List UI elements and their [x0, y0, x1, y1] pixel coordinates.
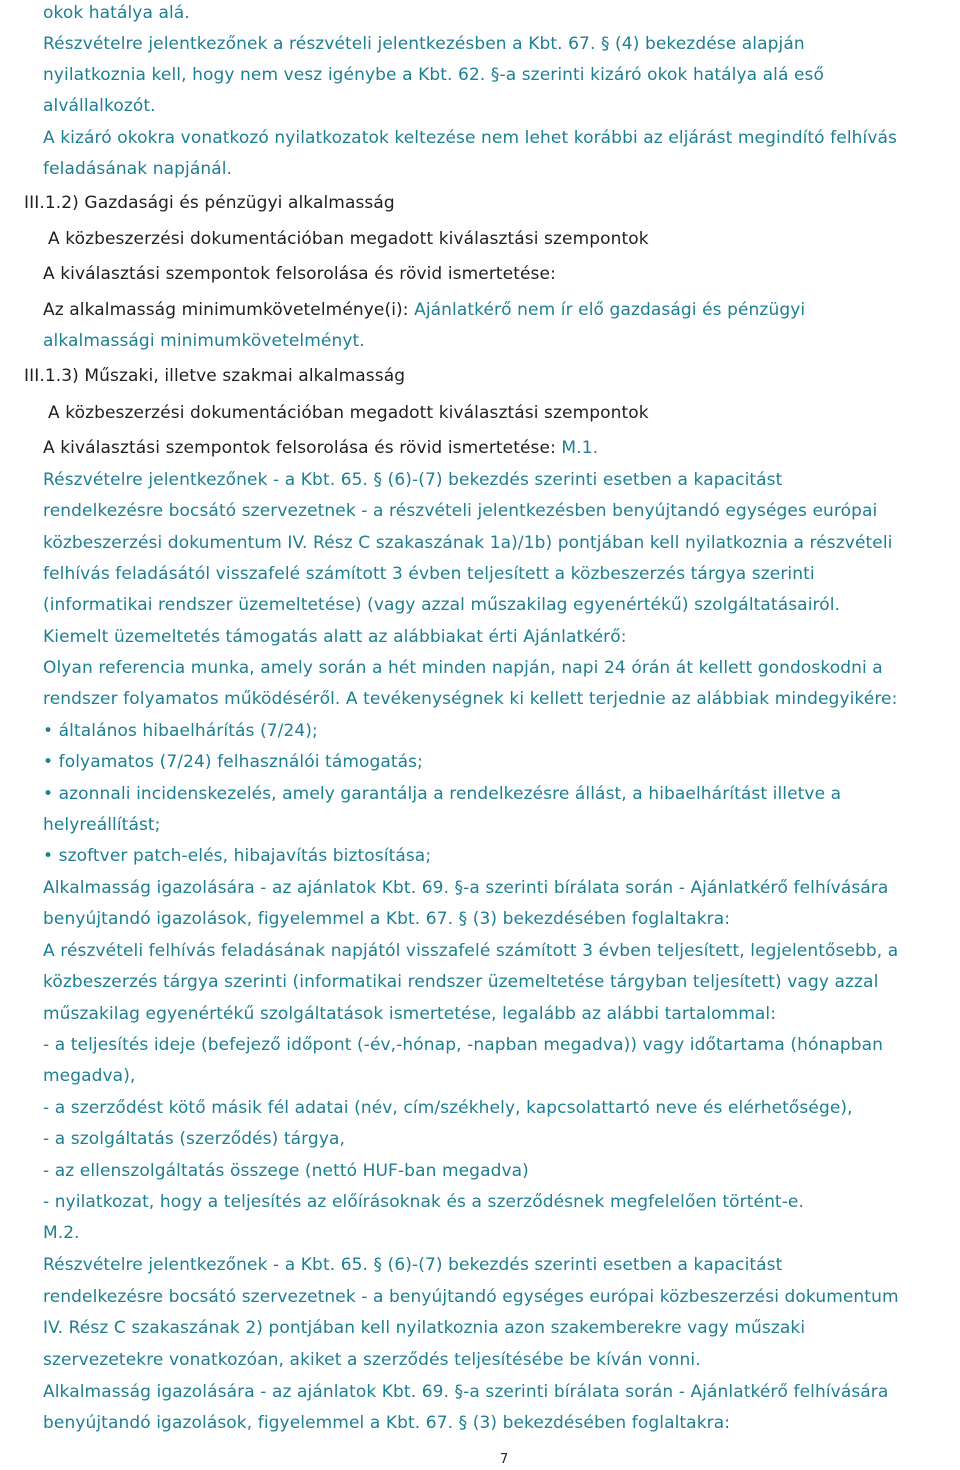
text-line-l05: [43, 128, 897, 148]
text-line-l09: [43, 264, 556, 284]
text-line-l21: [43, 658, 883, 678]
text-line-l28: [43, 878, 888, 898]
text-line-l44: [43, 1382, 888, 1402]
text-span: - a szerződést kötő másik fél adatai (név, cím/székhely, kapcsolattartó neve és elérhetősége),: [43, 1098, 853, 1118]
page-number: 7: [500, 1452, 509, 1467]
text-line-l41: [43, 1287, 899, 1307]
text-span: felhívás feladásától visszafelé számított 3 évben teljesített a közbeszerzés tárgya szerinti: [43, 564, 815, 584]
text-line-l16: [43, 501, 877, 521]
text-span: Alkalmasság igazolására - az ajánlatok Kbt. 69. §-a szerinti bírálata során - Ajánlatkérő felhívására: [43, 878, 889, 898]
text-span: Kiemelt üzemeltetés támogatás alatt az alábbiakat érti Ajánlatkérő:: [43, 627, 627, 647]
text-line-l45: [43, 1413, 730, 1433]
text-span: A közbeszerzési dokumentációban megadott kiválasztási szempontok: [48, 403, 649, 423]
text-span: Részvételre jelentkezőnek - a Kbt. 65. § (6)-(7) bekezdés szerinti esetben a kapacitást: [43, 1255, 783, 1275]
text-line-l35: [43, 1098, 853, 1118]
text-span: A közbeszerzési dokumentációban megadott kiválasztási szempontok: [48, 229, 649, 249]
text-line-l10: [43, 300, 805, 320]
text-span: rendelkezésre bocsátó szervezetnek - a részvételi jelentkezésben benyújtandó egységes európai: [43, 501, 878, 521]
text-span: Ajánlatkérő nem ír elő gazdasági és pénzügyi: [414, 300, 806, 320]
text-span: Az alkalmasság minimumkövetelménye(i):: [43, 300, 415, 320]
text-line-l20: [43, 627, 627, 647]
text-line-l07: [24, 193, 395, 213]
text-span: III.1.2) Gazdasági és pénzügyi alkalmasság: [24, 193, 395, 213]
text-line-l30: [43, 941, 898, 961]
text-line-l38: [43, 1192, 804, 1212]
text-span: Olyan referencia munka, amely során a hét minden napján, napi 24 órán át kellett gondoskodni a: [43, 658, 883, 678]
text-line-l27: [43, 846, 431, 866]
text-line-l31: [43, 972, 878, 992]
text-span: rendszer folyamatos működéséről. A tevékenységnek ki kellett terjednie az alábbiak mindegyikére:: [43, 689, 898, 709]
text-span: feladásának napjánál.: [43, 159, 233, 179]
text-span: rendelkezésre bocsátó szervezetnek - a benyújtandó egységes európai közbeszerzési dokumentum: [43, 1287, 899, 1307]
text-line-l40: [43, 1255, 782, 1275]
text-span: Alkalmasság igazolására - az ajánlatok Kbt. 69. §-a szerinti bírálata során - Ajánlatkérő felhívására: [43, 1382, 889, 1402]
text-span: benyújtandó igazolások, figyelemmel a Kbt. 67. § (3) bekezdésében foglaltakra:: [43, 1413, 731, 1433]
text-line-l42: [43, 1318, 805, 1338]
text-span: helyreállítást;: [43, 815, 161, 835]
text-line-l24: [43, 752, 423, 772]
text-line-l36: [43, 1129, 345, 1149]
text-span: nyilatkoznia kell, hogy nem vesz igénybe a Kbt. 62. §-a szerinti kizáró okok hatálya alá eső: [43, 65, 825, 85]
text-line-l23: [43, 721, 318, 741]
text-line-l15: [43, 470, 782, 490]
text-line-l22: [43, 689, 897, 709]
text-span: A kizáró okokra vonatkozó nyilatkozatok keltezése nem lehet korábbi az eljárást megindító felhívás: [43, 128, 897, 148]
text-span: közbeszerzési dokumentum IV. Rész C szakaszának 1a)/1b) pontjában kell nyilatkoznia a részvételi: [43, 533, 893, 553]
text-span: A részvételi felhívás feladásának napjától visszafelé számított 3 évben teljesített, legjelentősebb, a: [43, 941, 899, 961]
text-span: M.1.: [561, 438, 599, 458]
text-span: • általános hibaelhárítás (7/24);: [43, 721, 318, 741]
text-line-l29: [43, 909, 730, 929]
text-line-l34: [43, 1066, 135, 1086]
text-span: alkalmassági minimumkövetelményt.: [43, 331, 365, 351]
text-line-l13: [48, 403, 649, 423]
text-span: • azonnali incidenskezelés, amely garantálja a rendelkezésre állást, a hibaelhárítást illetve a: [43, 784, 842, 804]
text-line-l12: [24, 366, 405, 386]
text-line-l33: [43, 1035, 883, 1055]
text-span: - az ellenszolgáltatás összege (nettó HUF-ban megadva): [43, 1161, 529, 1181]
text-line-l01: [43, 3, 190, 23]
text-line-l17: [43, 533, 892, 553]
text-line-l14: [43, 438, 598, 458]
text-line-l43: [43, 1350, 701, 1370]
text-line-l26: [43, 815, 161, 835]
text-line-l39: [43, 1223, 80, 1243]
text-span: alvállalkozót.: [43, 96, 156, 116]
text-span: okok hatálya alá.: [43, 3, 190, 23]
text-span: III.1.3) Műszaki, illetve szakmai alkalmasság: [24, 366, 406, 386]
text-span: A kiválasztási szempontok felsorolása és rövid ismertetése:: [43, 438, 562, 458]
text-span: közbeszerzés tárgya szerinti (informatikai rendszer üzemeltetése tárgyban teljesített) vagy azzal: [43, 972, 879, 992]
text-line-l19: [43, 595, 840, 615]
text-line-l11: [43, 331, 365, 351]
text-span: műszakilag egyenértékű szolgáltatások ismertetése, legalább az alábbi tartalommal:: [43, 1004, 777, 1024]
text-line-l32: [43, 1004, 776, 1024]
text-span: (informatikai rendszer üzemeltetése) (vagy azzal műszakilag egyenértékű) szolgáltatásairól.: [43, 595, 841, 615]
text-line-l04: [43, 96, 156, 116]
text-span: Részvételre jelentkezőnek - a Kbt. 65. § (6)-(7) bekezdés szerinti esetben a kapacitást: [43, 470, 783, 490]
text-span: M.2.: [43, 1223, 80, 1243]
text-line-l08: [48, 229, 649, 249]
text-line-l06: [43, 159, 232, 179]
text-span: • szoftver patch-elés, hibajavítás biztosítása;: [43, 846, 432, 866]
text-line-l25: [43, 784, 841, 804]
text-span: szervezetekre vonatkozóan, akiket a szerződés teljesítésébe be kíván vonni.: [43, 1350, 701, 1370]
text-line-l03: [43, 65, 824, 85]
text-span: - a szolgáltatás (szerződés) tárgya,: [43, 1129, 345, 1149]
text-span: - a teljesítés ideje (befejező időpont (-év,-hónap, -napban megadva)) vagy időtartama (hónapban: [43, 1035, 884, 1055]
text-span: • folyamatos (7/24) felhasználói támogatás;: [43, 752, 423, 772]
text-line-l18: [43, 564, 815, 584]
text-span: benyújtandó igazolások, figyelemmel a Kbt. 67. § (3) bekezdésében foglaltakra:: [43, 909, 731, 929]
text-line-l37: [43, 1161, 529, 1181]
text-span: Részvételre jelentkezőnek a részvételi jelentkezésben a Kbt. 67. § (4) bekezdése alapján: [43, 34, 805, 54]
text-span: - nyilatkozat, hogy a teljesítés az előírásoknak és a szerződésnek megfelelően történt-e.: [43, 1192, 804, 1212]
text-line-l02: [43, 34, 805, 54]
text-span: megadva),: [43, 1066, 136, 1086]
text-span: IV. Rész C szakaszának 2) pontjában kell nyilatkoznia azon szakemberekre vagy műszaki: [43, 1318, 806, 1338]
text-span: A kiválasztási szempontok felsorolása és rövid ismertetése:: [43, 264, 556, 284]
